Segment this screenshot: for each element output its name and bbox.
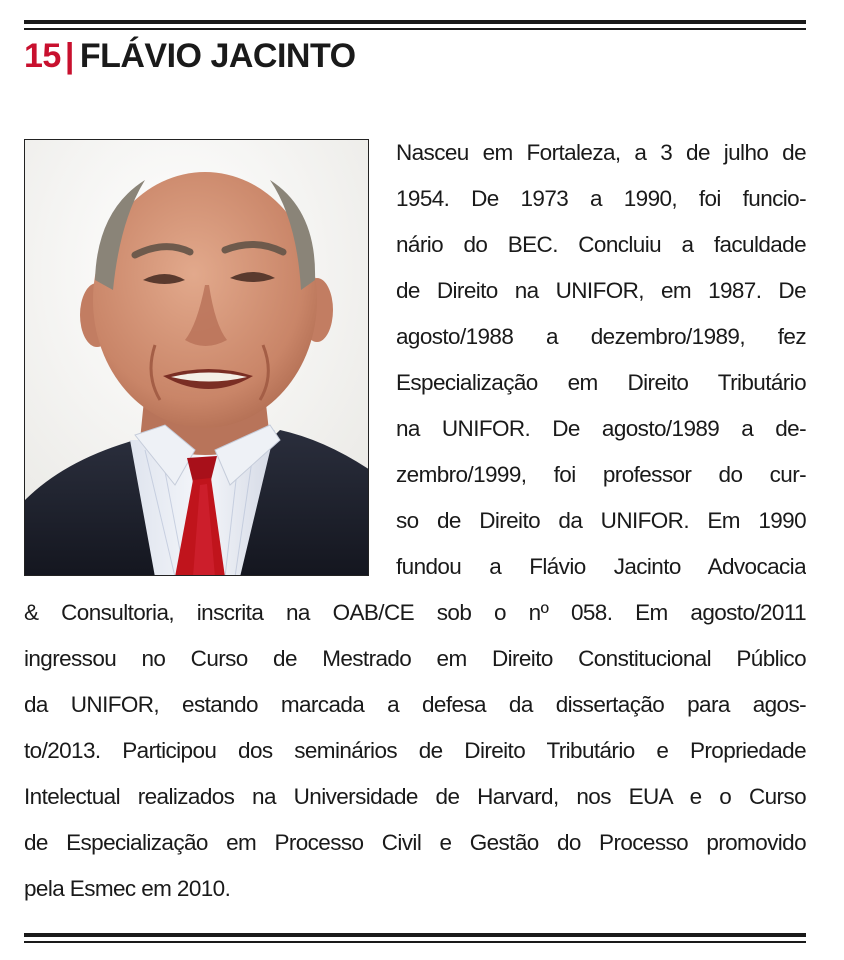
profile-number: 15 xyxy=(24,37,61,75)
bio-line: fundou a Flávio Jacinto Advocacia xyxy=(396,554,806,579)
top-rule-thin xyxy=(24,28,806,30)
bio-line: pela Esmec em 2010. xyxy=(24,876,231,901)
profile-heading xyxy=(24,34,356,78)
top-rule-thick xyxy=(24,20,806,24)
bio-line: na UNIFOR. De agosto/1989 a de- xyxy=(396,416,806,441)
bio-line: de Direito na UNIFOR, em 1987. De xyxy=(396,278,806,303)
bio-line: & Consultoria, inscrita na OAB/CE sob o nº 058. Em agosto/2011 xyxy=(24,600,806,625)
bio-line: da UNIFOR, estando marcada a defesa da dissertação para agos- xyxy=(24,692,806,717)
heading-separator: | xyxy=(64,37,74,75)
bio-line: Especialização em Direito Tributário xyxy=(396,370,806,395)
bio-line: agosto/1988 a dezembro/1989, fez xyxy=(396,324,806,349)
bio-line: so de Direito da UNIFOR. Em 1990 xyxy=(396,508,806,533)
bottom-rule-thin xyxy=(24,941,806,943)
biography-text xyxy=(24,130,806,912)
profile-name: FLÁVIO JACINTO xyxy=(79,37,356,75)
bio-line: 1954. De 1973 a 1990, foi funcio- xyxy=(396,186,806,211)
bio-line: nário do BEC. Concluiu a faculdade xyxy=(396,232,806,257)
bio-line: to/2013. Participou dos seminários de Direito Tributário e Propriedade xyxy=(24,738,806,763)
bio-line: zembro/1999, foi professor do cur- xyxy=(396,462,806,487)
bottom-rule-thick xyxy=(24,933,806,937)
bio-line: de Especialização em Processo Civil e Gestão do Processo promovido xyxy=(24,830,806,855)
bio-line: Intelectual realizados na Universidade de Harvard, nos EUA e o Curso xyxy=(24,784,806,809)
bio-line: Nasceu em Fortaleza, a 3 de julho de xyxy=(396,140,806,165)
bio-line: ingressou no Curso de Mestrado em Direito Constitucional Público xyxy=(24,646,806,671)
